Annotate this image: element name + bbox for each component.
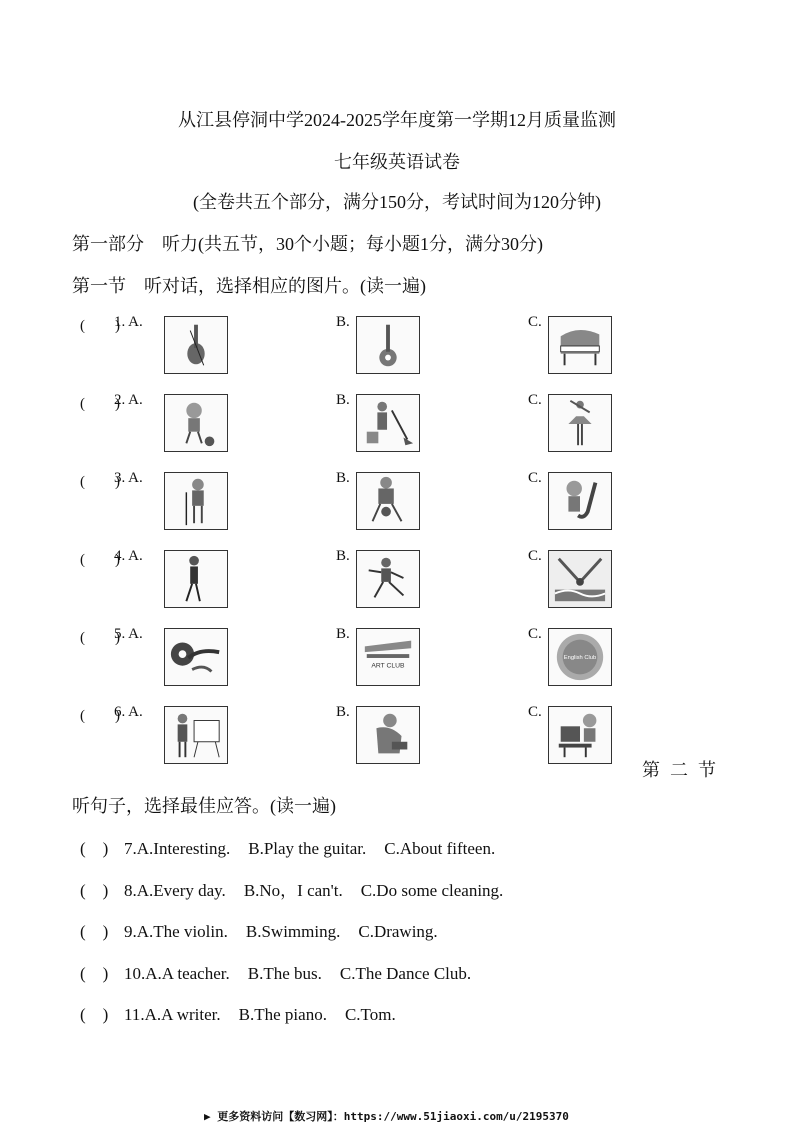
answer-blank[interactable]: ( ) xyxy=(80,630,120,646)
computer-user-icon[interactable] xyxy=(548,706,612,764)
violin-icon[interactable] xyxy=(164,316,228,374)
picture-question-row xyxy=(72,468,632,530)
picture-question-row xyxy=(72,546,632,608)
option-b-label: B. xyxy=(336,704,350,720)
option-b-label: B. xyxy=(336,470,350,486)
question-number: 9. xyxy=(124,922,137,941)
piano-icon[interactable] xyxy=(548,316,612,374)
option-c: C.The Dance Club. xyxy=(339,964,472,983)
sentence-question xyxy=(80,1000,414,1025)
picture-question-grid xyxy=(72,312,632,770)
exam-title: 从江县停洞中学2024-2025学年度第一学期12月质量监测 xyxy=(178,110,616,130)
section2-label: 第二节 xyxy=(642,760,726,780)
option-b-label: B. xyxy=(336,392,350,408)
question-number: 8. xyxy=(124,881,137,900)
basketball-player-icon[interactable] xyxy=(356,472,420,530)
answer-blank[interactable]: ( ) xyxy=(80,708,120,724)
singer-with-microphone-icon[interactable] xyxy=(164,472,228,530)
question-number: 7. xyxy=(124,839,137,858)
answer-blank[interactable]: ( ) xyxy=(80,881,109,900)
art-club-logo-text: ART CLUB xyxy=(371,662,405,670)
option-b: B.The bus. xyxy=(247,964,322,983)
cleaning-person-icon[interactable] xyxy=(356,394,420,452)
exam-note: (全卷共五个部分，满分150分，考试时间为120分钟) xyxy=(193,192,601,212)
question-number: 10. xyxy=(124,964,146,983)
picture-question-row xyxy=(72,312,632,374)
section2-heading: 听句子，选择最佳应答。(读一遍) xyxy=(72,796,336,816)
option-c-label: C. xyxy=(528,470,542,486)
option-b: B.The piano. xyxy=(238,1005,327,1024)
question-number: 5. A. xyxy=(114,626,143,642)
answer-blank[interactable]: ( ) xyxy=(80,964,109,983)
option-a: A.A teacher. xyxy=(145,964,230,983)
option-c-label: C. xyxy=(528,314,542,330)
question-number: 4. A. xyxy=(114,548,143,564)
exam-subtitle: 七年级英语试卷 xyxy=(334,152,460,172)
option-b-label: B. xyxy=(336,626,350,642)
question-number: 11. xyxy=(124,1005,145,1024)
ballet-dancer-icon[interactable] xyxy=(548,394,612,452)
option-a: A.Every day. xyxy=(136,881,226,900)
part1-heading: 第一部分 听力(共五节，30个小题；每小题1分，满分30分) xyxy=(72,234,543,254)
music-club-logo-icon[interactable] xyxy=(164,628,228,686)
answer-blank[interactable]: ( ) xyxy=(80,922,109,941)
dancing-boy-icon[interactable] xyxy=(356,550,420,608)
option-c-label: C. xyxy=(528,548,542,564)
option-c-label: C. xyxy=(528,392,542,408)
option-a: A.Interesting. xyxy=(136,839,231,858)
option-b: B.No，I can't. xyxy=(243,881,343,900)
answer-blank[interactable]: ( ) xyxy=(80,839,109,858)
question-number: 6. A. xyxy=(114,704,143,720)
picture-question-row xyxy=(72,702,632,764)
question-number: 2. A. xyxy=(114,392,143,408)
option-c: C.Drawing. xyxy=(358,922,438,941)
option-c-label: C. xyxy=(528,626,542,642)
sentence-question xyxy=(80,917,456,942)
answer-blank[interactable]: ( ) xyxy=(80,318,120,334)
girl-with-ball-icon[interactable] xyxy=(164,394,228,452)
answer-blank[interactable]: ( ) xyxy=(80,396,120,412)
option-c: C.About fifteen. xyxy=(384,839,496,858)
sentence-question xyxy=(80,959,489,984)
walking-girl-icon[interactable] xyxy=(164,550,228,608)
option-a: A.A writer. xyxy=(144,1005,221,1024)
question-number: 3. A. xyxy=(114,470,143,486)
answer-blank[interactable]: ( ) xyxy=(80,552,120,568)
section1-heading: 第一节 听对话，选择相应的图片。(读一遍) xyxy=(72,276,426,296)
option-c: C.Do some cleaning. xyxy=(360,881,504,900)
saxophone-player-icon[interactable] xyxy=(548,472,612,530)
option-b: B.Swimming. xyxy=(245,922,341,941)
option-c: C.Tom. xyxy=(344,1005,396,1024)
sentence-question xyxy=(80,876,521,901)
question-number: 1. A. xyxy=(114,314,143,330)
option-b-label: B. xyxy=(336,314,350,330)
option-b-label: B. xyxy=(336,548,350,564)
art-club-logo-icon[interactable] xyxy=(356,628,420,686)
sentence-question xyxy=(80,834,513,859)
picture-question-row xyxy=(72,624,632,686)
option-b: B.Play the guitar. xyxy=(248,839,367,858)
teacher-at-board-icon[interactable] xyxy=(164,706,228,764)
option-a: A.The violin. xyxy=(136,922,228,941)
answer-blank[interactable]: ( ) xyxy=(80,474,120,490)
option-c-label: C. xyxy=(528,704,542,720)
english-club-badge-text: English Club xyxy=(563,654,597,661)
chef-icon[interactable] xyxy=(356,706,420,764)
english-club-badge-icon[interactable] xyxy=(548,628,612,686)
answer-blank[interactable]: ( ) xyxy=(80,1005,109,1024)
picture-question-row xyxy=(72,390,632,452)
footer-link[interactable]: ▶ 更多资料访问【数习网】：https://www.51jiaoxi.com/u/2195370 xyxy=(204,1110,569,1123)
guitar-icon[interactable] xyxy=(356,316,420,374)
swimmer-icon[interactable] xyxy=(548,550,612,608)
